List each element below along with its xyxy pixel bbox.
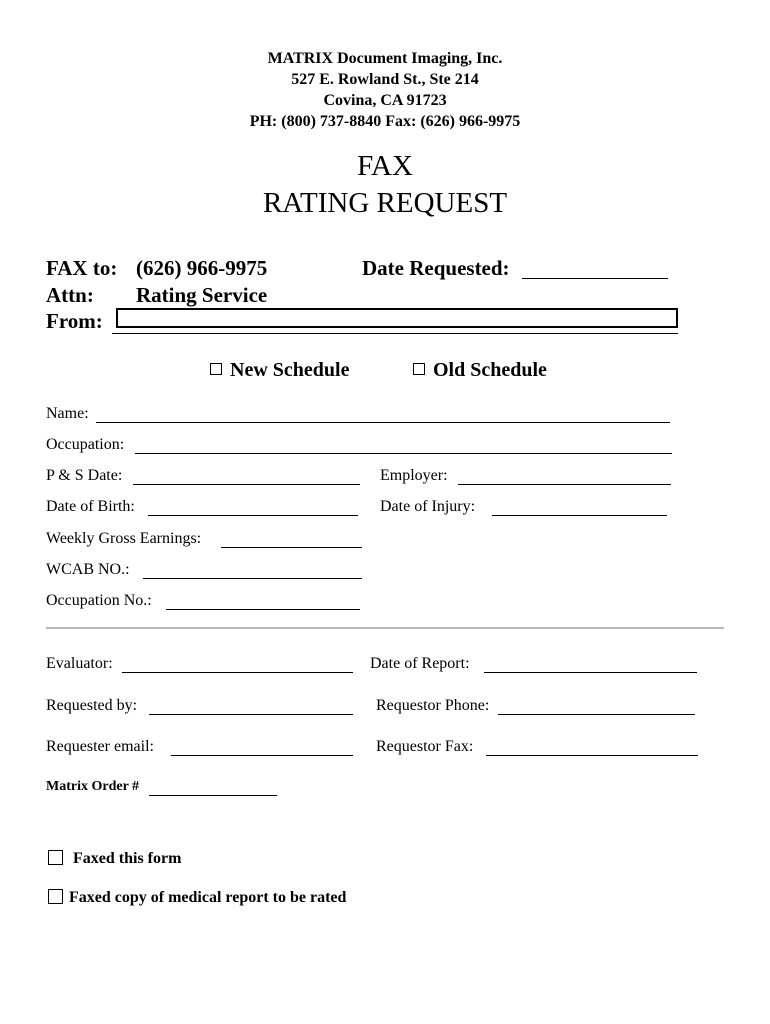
title-rating-request: RATING REQUEST (262, 187, 508, 219)
old-schedule-label: Old Schedule (433, 359, 547, 381)
checkbox-icon[interactable] (48, 850, 63, 865)
wcab-field[interactable] (143, 578, 362, 579)
checkbox-icon[interactable] (413, 363, 425, 375)
date-of-report-label: Date of Report: (370, 655, 470, 672)
employer-label: Employer: (380, 467, 448, 484)
matrix-order-field[interactable] (149, 795, 277, 796)
ps-date-field[interactable] (133, 484, 360, 485)
faxed-copy-option[interactable] (48, 889, 346, 907)
requestor-phone-field[interactable] (498, 714, 695, 715)
faxed-form-option[interactable] (48, 850, 181, 868)
date-requested-label: Date Requested: (362, 256, 510, 280)
occupation-field[interactable] (135, 453, 672, 454)
requestor-phone-label: Requestor Phone: (376, 697, 490, 714)
wcab-label: WCAB NO.: (46, 561, 130, 578)
checkbox-icon[interactable] (210, 363, 222, 375)
matrix-order-label: Matrix Order # (46, 779, 140, 794)
faxed-form-label: Faxed this form (73, 850, 182, 867)
evaluator-field[interactable] (122, 672, 353, 673)
section-divider (46, 627, 724, 629)
occupation-label: Occupation: (46, 436, 125, 453)
weekly-earnings-label: Weekly Gross Earnings: (46, 530, 202, 547)
name-field[interactable] (96, 422, 670, 423)
ps-date-label: P & S Date: (46, 467, 123, 484)
from-label: From: (46, 309, 103, 333)
occupation-no-field[interactable] (166, 609, 360, 610)
attn-value: Rating Service (136, 283, 268, 307)
new-schedule-label: New Schedule (230, 359, 350, 381)
from-field[interactable] (116, 308, 678, 328)
old-schedule-option[interactable] (413, 359, 547, 382)
company-phone-fax: PH: (800) 737-8840 Fax: (626) 966-9975 (249, 113, 521, 130)
requested-by-field[interactable] (149, 714, 353, 715)
fax-to-value: (626) 966-9975 (136, 256, 268, 280)
doi-label: Date of Injury: (380, 498, 476, 515)
occupation-no-label: Occupation No.: (46, 592, 152, 609)
new-schedule-option[interactable] (210, 359, 349, 382)
faxed-copy-label: Faxed copy of medical report to be rated (69, 889, 347, 906)
evaluator-label: Evaluator: (46, 655, 113, 672)
employer-field[interactable] (458, 484, 671, 485)
date-of-report-field[interactable] (484, 672, 697, 673)
company-address-2: Covina, CA 91723 (323, 92, 447, 109)
requestor-fax-field[interactable] (486, 755, 698, 756)
dob-field[interactable] (148, 515, 358, 516)
requested-by-label: Requested by: (46, 697, 138, 714)
dob-label: Date of Birth: (46, 498, 135, 515)
requestor-fax-label: Requestor Fax: (376, 738, 474, 755)
fax-to-label: FAX to: (46, 256, 118, 280)
date-requested-field[interactable] (522, 278, 668, 279)
doi-field[interactable] (492, 515, 667, 516)
attn-label: Attn: (46, 283, 94, 307)
requester-email-label: Requester email: (46, 738, 154, 755)
company-address-1: 527 E. Rowland St., Ste 214 (291, 71, 479, 88)
company-name: MATRIX Document Imaging, Inc. (267, 50, 503, 67)
weekly-earnings-field[interactable] (221, 547, 362, 548)
from-underline (112, 333, 678, 334)
name-label: Name: (46, 405, 89, 422)
checkbox-icon[interactable] (48, 889, 63, 904)
title-fax: FAX (357, 150, 413, 182)
requester-email-field[interactable] (171, 755, 353, 756)
